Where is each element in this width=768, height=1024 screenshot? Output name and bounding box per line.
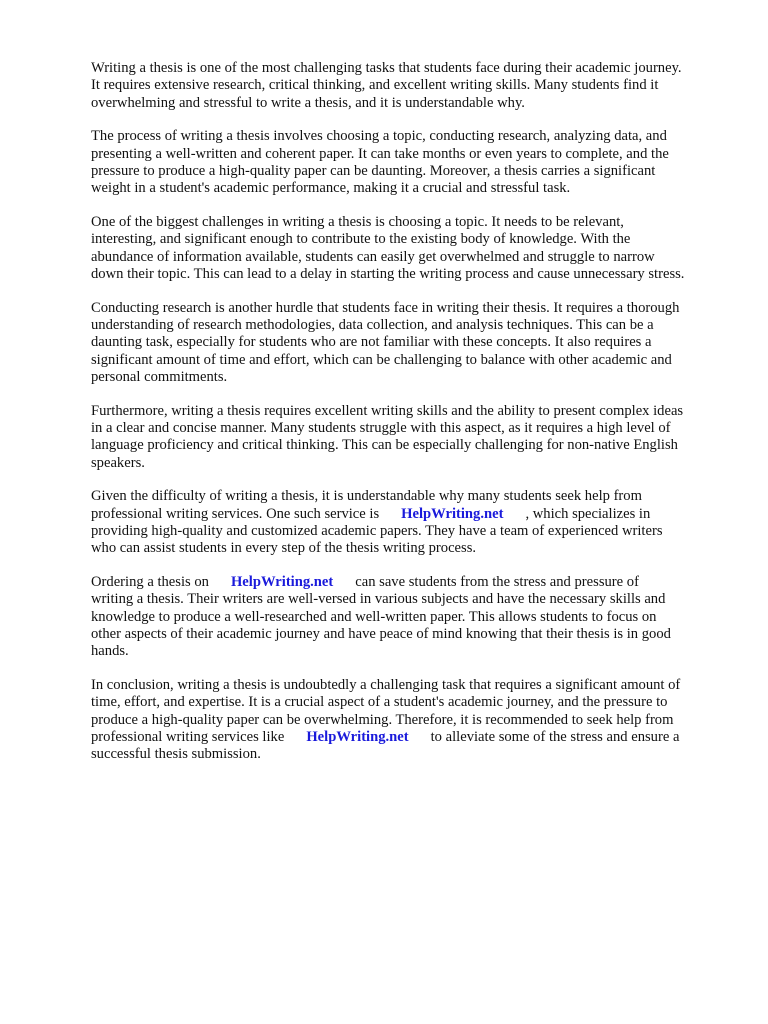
text-line: significant amount of time and effort, which can be challenging to balance with other academic and bbox=[91, 351, 672, 368]
paragraph-process bbox=[91, 128, 727, 197]
helpwriting-link[interactable]: HelpWriting.net bbox=[401, 505, 504, 522]
text-line-with-link bbox=[91, 729, 727, 746]
paragraph-conclusion bbox=[91, 677, 727, 763]
document-page bbox=[91, 60, 727, 780]
text-line: in a clear and concise manner. Many students struggle with this aspect, as it requires a high level of bbox=[91, 420, 671, 437]
text-line: understanding of research methodologies, data collection, and analysis techniques. This can be a bbox=[91, 317, 654, 334]
text-line: daunting task, especially for students who are not familiar with these concepts. It also requires a bbox=[91, 334, 652, 351]
text-line: writing a thesis. Their writers are well-versed in various subjects and have the necessary skills and bbox=[91, 591, 666, 608]
text-line: It requires extensive research, critical thinking, and excellent writing skills. Many students find it bbox=[91, 77, 659, 94]
text-line: overwhelming and stressful to write a thesis, and it is understandable why. bbox=[91, 94, 525, 111]
text-line: presenting a well-written and coherent paper. It can take months or even years to complete, and the bbox=[91, 145, 669, 162]
text-segment: , which specializes in bbox=[525, 505, 651, 522]
text-line: interesting, and significant enough to contribute to the existing body of knowledge. With the bbox=[91, 231, 631, 248]
text-line: providing high-quality and customized academic papers. They have a team of experienced writers bbox=[91, 523, 663, 540]
text-line: In conclusion, writing a thesis is undoubtedly a challenging task that requires a significant amount of bbox=[91, 677, 681, 694]
text-line: other aspects of their academic journey and have peace of mind knowing that their thesis is in good bbox=[91, 626, 671, 643]
paragraph-research bbox=[91, 300, 727, 386]
text-line: abundance of information available, students can easily get overwhelmed and struggle to narrow bbox=[91, 248, 655, 265]
paragraph-intro bbox=[91, 60, 727, 112]
text-line: speakers. bbox=[91, 454, 145, 471]
text-segment: professional writing services like bbox=[91, 729, 285, 745]
text-segment: professional writing services. One such service is bbox=[91, 505, 380, 522]
text-line: produce a high-quality paper can be overwhelming. Therefore, it is recommended to seek help from bbox=[91, 711, 674, 728]
text-segment: can save students from the stress and pressure of bbox=[355, 574, 639, 591]
text-line: time, effort, and expertise. It is a crucial aspect of a student's academic journey, and the pressure to bbox=[91, 694, 668, 711]
paragraph-ordering bbox=[91, 574, 727, 660]
text-segment: Ordering a thesis on bbox=[91, 574, 209, 591]
helpwriting-link[interactable]: HelpWriting.net bbox=[230, 574, 334, 591]
paragraph-help-services bbox=[91, 488, 727, 557]
helpwriting-link[interactable]: HelpWriting.net bbox=[306, 729, 409, 745]
text-line: hands. bbox=[91, 643, 129, 660]
text-segment: to alleviate some of the stress and ensure a bbox=[430, 729, 680, 745]
text-line: weight in a student's academic performance, making it a crucial and stressful task. bbox=[91, 180, 571, 197]
text-line: One of the biggest challenges in writing a thesis is choosing a topic. It needs to be relevant, bbox=[91, 214, 624, 231]
text-line: personal commitments. bbox=[91, 368, 228, 385]
text-line-with-link bbox=[91, 506, 727, 523]
text-line: The process of writing a thesis involves choosing a topic, conducting research, analyzing data, and bbox=[91, 128, 667, 145]
paragraph-topic bbox=[91, 214, 727, 283]
text-line: Conducting research is another hurdle that students face in writing their thesis. It requires a thorough bbox=[91, 299, 680, 316]
text-line: successful thesis submission. bbox=[91, 746, 261, 763]
text-line: language proficiency and critical thinking. This can be especially challenging for non-native English bbox=[91, 437, 678, 454]
text-line: pressure to produce a high-quality paper can be daunting. Moreover, a thesis carries a significant bbox=[91, 162, 656, 179]
text-line: Given the difficulty of writing a thesis, it is understandable why many students seek help from bbox=[91, 488, 642, 505]
text-line-with-link bbox=[91, 574, 727, 591]
paragraph-writing-skills bbox=[91, 403, 727, 472]
text-line: who can assist students in every step of the thesis writing process. bbox=[91, 540, 477, 557]
text-line: down their topic. This can lead to a delay in starting the writing process and cause unnecessary stress. bbox=[91, 265, 685, 282]
text-line: Furthermore, writing a thesis requires excellent writing skills and the ability to present complex ideas bbox=[91, 402, 684, 419]
text-line: knowledge to produce a well-researched and well-written paper. This allows students to focus on bbox=[91, 608, 657, 625]
text-line: Writing a thesis is one of the most challenging tasks that students face during their academic journey. bbox=[91, 60, 682, 76]
